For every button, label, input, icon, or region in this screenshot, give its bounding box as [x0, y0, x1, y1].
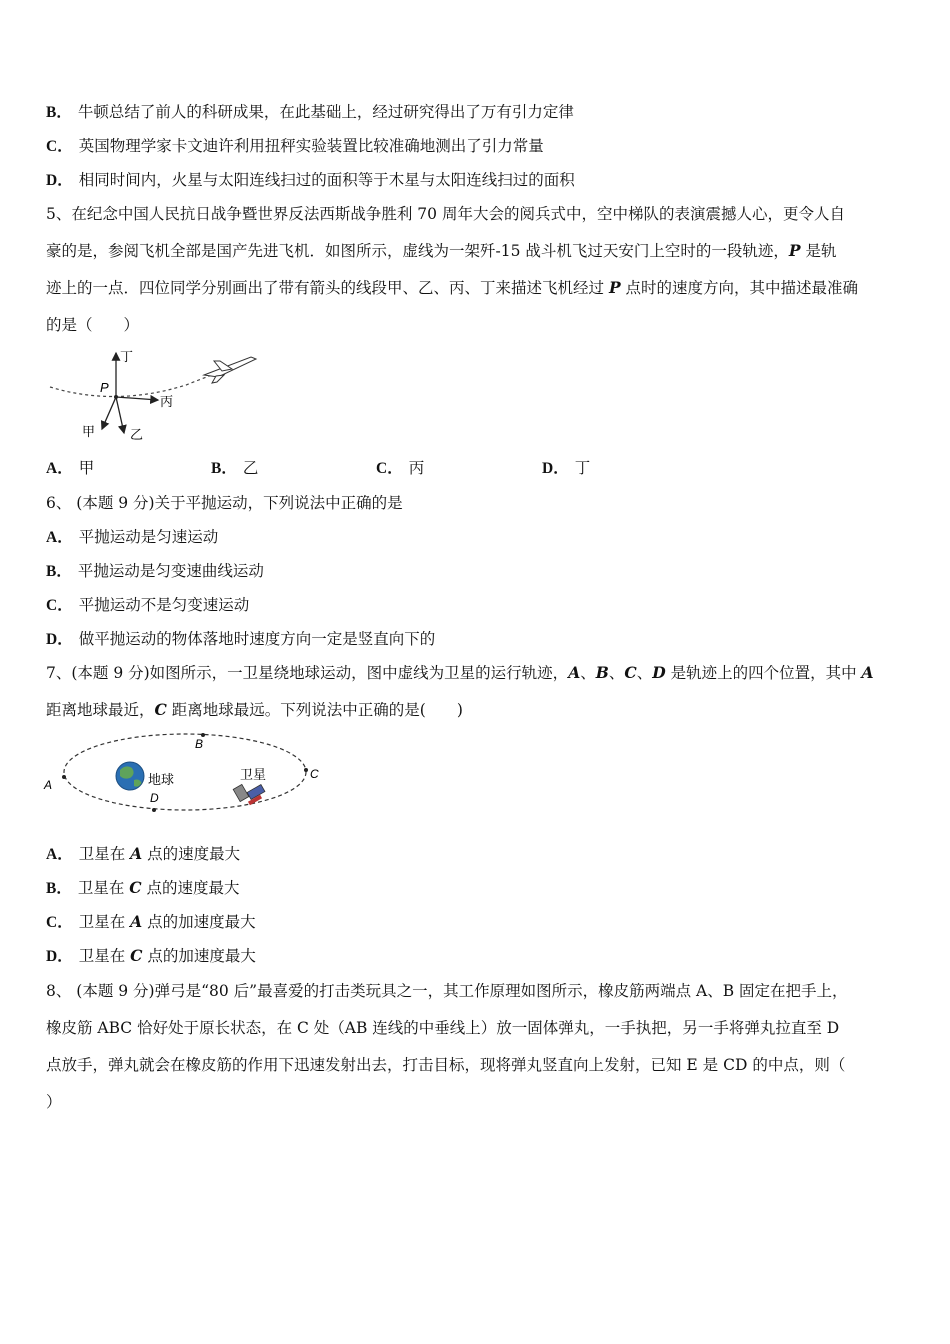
point-p — [114, 395, 118, 399]
q5-var-p: P — [788, 241, 801, 260]
option-label: C． — [46, 138, 73, 155]
q8-stem-line-4: ） — [46, 1093, 62, 1111]
q7-var: A — [861, 663, 874, 682]
q5-text: 是轨 — [800, 242, 837, 260]
q7-var: C — [154, 700, 167, 719]
q5-choice-d — [542, 458, 590, 479]
label-c: C — [310, 767, 319, 781]
option-label: B． — [211, 460, 237, 477]
option-text: 卫星在 — [77, 879, 130, 897]
q7-var: D — [652, 663, 666, 682]
q5-stem-line-1: 5、在纪念中国人民抗日战争暨世界反法西斯战争胜利 70 周年大会的阅兵式中，空中梯队的表演震撼人心，更令人自 — [46, 205, 845, 223]
arrow-bing — [116, 397, 158, 400]
q5-var-p: P — [608, 278, 621, 297]
option-var: C — [130, 946, 143, 965]
option-text: 卫星在 — [78, 947, 131, 965]
arrow-jia — [102, 397, 116, 429]
q7-orbit-figure — [40, 728, 330, 820]
option-var: A — [130, 912, 143, 931]
label-ding: 丁 — [120, 349, 134, 364]
option-label: D． — [46, 172, 73, 189]
q7-text: 、 — [580, 664, 596, 682]
arrow-yi — [116, 397, 124, 433]
q7-var: A — [568, 663, 581, 682]
q8-stem-line-1: 8、 (本题 9 分)弹弓是“80 后”最喜爱的打击类玩具之一，其工作原理如图所示，橡皮筋两端点 A、B 固定在把手上， — [46, 982, 848, 1000]
option-label: C． — [46, 914, 73, 931]
label-earth: 地球 — [148, 772, 175, 787]
label-p: P — [100, 380, 109, 395]
q6-stem: 6、 (本题 9 分)关于平抛运动，下列说法中正确的是 — [46, 494, 403, 512]
point-a — [62, 775, 66, 779]
q5-stem-line-2 — [46, 241, 837, 261]
option-text: 点的速度最大 — [141, 879, 240, 897]
q5-trajectory-figure — [46, 345, 261, 445]
q7-text: 、 — [636, 664, 653, 682]
option-text: 平抛运动是匀速运动 — [78, 528, 219, 546]
label-b: B — [195, 737, 204, 751]
q5-choice-b — [211, 458, 258, 479]
q5-stem-line-4: 的是（ ） — [46, 316, 140, 334]
option-text: 卫星在 — [78, 913, 131, 931]
option-text: 点的加速度最大 — [142, 913, 256, 931]
option-text: 点的速度最大 — [142, 845, 241, 863]
q7-option-b — [46, 878, 240, 899]
option-text: 丁 — [574, 459, 591, 477]
label-bing: 丙 — [160, 394, 174, 409]
option-text: 甲 — [78, 459, 95, 477]
option-label: A． — [46, 529, 73, 546]
label-d: D — [150, 791, 159, 805]
option-label: A． — [46, 460, 73, 477]
q7-text: 距离地球最近， — [46, 701, 155, 719]
option-var: A — [130, 844, 143, 863]
q7-var: B — [595, 663, 609, 682]
option-label: B． — [46, 563, 72, 580]
option-label: C． — [376, 460, 403, 477]
q5-choice-a — [46, 458, 94, 479]
q5-choice-c — [376, 458, 424, 479]
option-text: 做平抛运动的物体落地时速度方向一定是竖直向下的 — [78, 630, 436, 648]
q6-option-c — [46, 595, 249, 616]
q5-stem-line-3 — [46, 278, 858, 298]
point-c — [304, 768, 308, 772]
option-text: 相同时间内，火星与太阳连线扫过的面积等于木星与太阳连线扫过的面积 — [78, 171, 575, 189]
option-label: D． — [46, 948, 73, 965]
q7-text: 7、(本题 9 分)如图所示，一卫星绕地球运动，图中虚线为卫星的运行轨迹， — [46, 664, 569, 682]
jet-icon — [204, 357, 256, 383]
orbit-dashed-ellipse — [64, 734, 306, 810]
q8-stem-line-2: 橡皮筋 ABC 恰好处于原长状态，在 C 处（AB 连线的中垂线上）放一固体弹丸，一手执把，另一手将弹丸拉直至 D — [46, 1019, 840, 1037]
option-text: 平抛运动不是匀变速运动 — [78, 596, 250, 614]
point-d — [152, 808, 156, 812]
q6-option-d — [46, 629, 435, 650]
option-text: 丙 — [408, 459, 425, 477]
q5-text: 迹上的一点．四位同学分别画出了带有箭头的线段甲、乙、丙、丁来描述飞机经过 — [46, 279, 609, 297]
q4-option-c — [46, 136, 544, 157]
option-label: D． — [46, 631, 73, 648]
option-label: A． — [46, 846, 73, 863]
q4-option-d — [46, 170, 575, 191]
q5-text: 点时的速度方向，其中描述最准确 — [620, 279, 859, 297]
option-var: C — [129, 878, 142, 897]
option-label: C． — [46, 597, 73, 614]
q5-text: 豪的是，参阅飞机全部是国产先进飞机．如图所示，虚线为一架歼-15 战斗机飞过天安门上空时的一段轨迹， — [46, 242, 789, 260]
label-satellite: 卫星 — [240, 767, 267, 782]
option-text: 英国物理学家卡文迪许利用扭秤实验装置比较准确地测出了引力常量 — [78, 137, 544, 155]
q7-option-a — [46, 844, 240, 865]
q7-option-c — [46, 912, 256, 933]
option-label: D． — [542, 460, 569, 477]
option-label: B． — [46, 880, 72, 897]
option-text: 乙 — [242, 459, 259, 477]
option-text: 平抛运动是匀变速曲线运动 — [77, 562, 264, 580]
q7-option-d — [46, 946, 256, 967]
q8-stem-line-3: 点放手，弹丸就会在橡皮筋的作用下迅速发射出去，打击目标，现将弹丸竖直向上发射，已知 E 是 CD 的中点，则（ — [46, 1056, 846, 1074]
q7-text: 距离地球最远。下列说法中正确的是( ) — [166, 701, 463, 719]
q6-option-b — [46, 561, 264, 582]
option-text: 卫星在 — [78, 845, 131, 863]
earth-icon — [116, 762, 144, 790]
q7-stem-line-2 — [46, 700, 463, 720]
q4-option-b — [46, 102, 574, 123]
label-jia: 甲 — [82, 424, 96, 439]
q6-option-a — [46, 527, 218, 548]
q7-var: C — [624, 663, 637, 682]
option-text: 点的加速度最大 — [142, 947, 256, 965]
q7-text: 是轨迹上的四个位置，其中 — [665, 664, 862, 682]
option-text: 牛顿总结了前人的科研成果，在此基础上，经过研究得出了万有引力定律 — [77, 103, 574, 121]
q7-stem-line-1 — [46, 663, 874, 683]
q7-text: 、 — [608, 664, 625, 682]
label-a: A — [44, 778, 53, 792]
label-yi: 乙 — [130, 427, 144, 442]
option-label: B． — [46, 104, 72, 121]
